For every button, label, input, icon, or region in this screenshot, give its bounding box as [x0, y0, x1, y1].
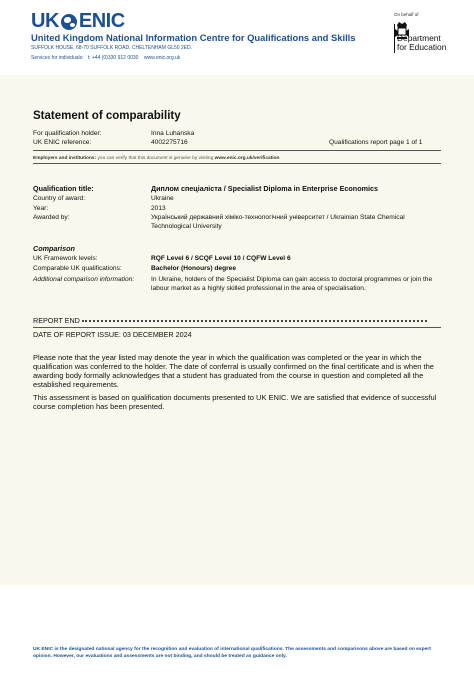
footer-disclaimer: UK ENIC is the designated national agency for the recognition and evaluation of international qualifications. The assessments and comparisons above are based on expert opinion. However, our evaluations and assessments are not binding, and should be treated as guidance only.: [33, 647, 431, 659]
statement-title: Statement of comparability: [33, 110, 181, 122]
holder-value: Inna Luhanska: [151, 130, 195, 137]
framework-label: UK Framework levels:: [33, 255, 98, 262]
report-issue-date: DATE OF REPORT ISSUE: 03 DECEMBER 2024: [33, 330, 192, 339]
additional-info-value: In Ukraine, holders of the Specialist Diploma can gain access to doctoral programmes or join the labour market as a highly skilled professional in the area of specialisation.: [151, 276, 433, 292]
framework-value: RQF Level 6 / SCQF Level 10 / CQFW Level 6: [151, 255, 291, 262]
year-value: 2013: [151, 205, 166, 212]
department-name: [397, 34, 446, 52]
verification-note-text: you can verify that this document is genuine by visiting: [97, 156, 214, 161]
organisation-name: United Kingdom National Information Centre for Qualifications and Skills: [31, 32, 356, 43]
department-line-2: for Education: [397, 42, 447, 52]
divider: [33, 327, 441, 328]
divider: [33, 150, 441, 151]
logo-enic-text: ENIC: [78, 10, 125, 32]
verification-link[interactable]: www.enic.org.uk/verification: [214, 156, 280, 161]
reference-value: 4002275716: [151, 139, 188, 146]
globe-icon: [61, 14, 77, 30]
qualification-title-value: Диплом спеціаліста / Specialist Diploma in Enterprise Economics: [151, 184, 378, 193]
qualification-title-label: Qualification title:: [33, 184, 94, 193]
report-end-label: REPORT END: [33, 316, 80, 325]
report-end-dots: [82, 320, 427, 322]
country-label: Country of award:: [33, 195, 86, 202]
awarded-by-value: Український державний хіміко-технологічний університет / Ukrainian State Chemical Technological University: [151, 214, 405, 230]
contact-label: Services for individuals:: [31, 55, 84, 61]
reference-label: UK ENIC reference:: [33, 139, 92, 146]
country-value: Ukraine: [151, 195, 174, 202]
comparison-heading: Comparison: [33, 244, 75, 253]
awarded-by-label: Awarded by:: [33, 214, 70, 221]
uk-enic-logo: [31, 11, 125, 32]
comparable-value: Bachelor (Honours) degree: [151, 265, 237, 272]
year-label: Year:: [33, 205, 49, 212]
comparable-label: Comparable UK qualifications:: [33, 265, 122, 272]
verification-note-bold: Employers and institutions:: [33, 156, 97, 161]
holder-label: For qualification holder:: [33, 130, 102, 137]
department-line-1: Department: [397, 33, 441, 43]
page-info: Qualifications report page 1 of 1: [329, 139, 423, 146]
assessment-paragraph: This assessment is based on qualification documents presented to UK ENIC. We are satisfied that evidence of successful course completion has been presented.: [33, 393, 437, 411]
on-behalf-label: On behalf of: [394, 12, 419, 17]
website-link[interactable]: www.enic.org.uk: [144, 55, 181, 61]
additional-info-label: Additional comparison information:: [33, 276, 135, 283]
note-paragraph: Please note that the year listed may denote the year in which the qualification was completed or the year in which the qualification was conferred to the holder. The date of conferral is usually confirmed on the final certificate and is when the awarding body formally acknowledges that a student has graduated from the course in question and completed all the established requirements.: [33, 353, 434, 389]
organisation-address: SUFFOLK HOUSE, 68-70 SUFFOLK ROAD, CHELTENHAM GL50 2ED.: [31, 45, 193, 51]
verification-note: [33, 156, 279, 161]
department-divider: [394, 24, 395, 53]
phone-number: t: +44 (0)330 912 0030: [87, 55, 139, 61]
contact-line: [31, 55, 180, 61]
divider: [33, 163, 441, 164]
logo-uk-text: UK: [31, 10, 59, 32]
